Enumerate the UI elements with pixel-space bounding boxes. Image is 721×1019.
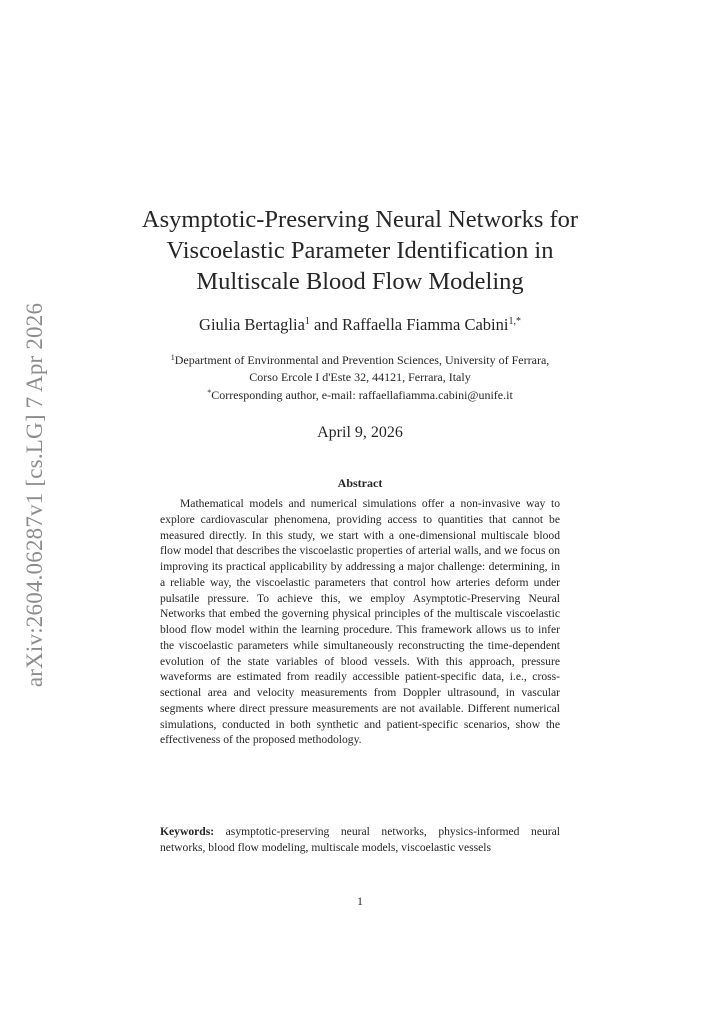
corresponding-author bbox=[100, 385, 620, 404]
affiliation-block bbox=[100, 350, 620, 404]
affiliation-mark: 1 bbox=[304, 316, 310, 327]
paper-date: April 9, 2026 bbox=[317, 424, 403, 441]
keywords bbox=[160, 824, 560, 856]
keywords-text: asymptotic-preserving neural networks, physics-informed neural networks, blood flow modeling, multiscale models, viscoelastic vessels bbox=[160, 825, 560, 854]
abstract-body: Mathematical models and numerical simulations offer a non-invasive way to explore cardiovascular phenomena, providing access to quantities that cannot be measured directly. In this study, we start with a one-dimensional multiscale blood flow model that describes the viscoelastic properties of arterial walls, and we focus on improving its practical applicability by addressing a major challenge: determining, in a reliable way, the viscoelastic parameters that control how arteries deform under pulsatile pressure. To achieve this, we employ Asymptotic-Preserving Neural Networks that embed the governing physical principles of the multiscale viscoelastic blood flow model within the learning procedure. This framework allows us to infer the viscoelastic parameters while simultaneously reconstructing the time-dependent evolution of the state variables of blood vessels. With this approach, pressure waveforms are estimated from readily accessible patient-specific data, i.e., cross-sectional area and velocity measurements from Doppler ultrasound, in vascular segments where direct pressure measurements are not available. Different numerical simulations, conducted in both synthetic and patient-specific scenarios, show the effectiveness of the proposed methodology. bbox=[160, 497, 560, 747]
arxiv-stamp[interactable]: arXiv:2604.06287v1 [cs.LG] 7 Apr 2026 bbox=[22, 302, 47, 688]
page-number: 1 bbox=[357, 894, 363, 908]
paper-title bbox=[100, 204, 620, 297]
affiliation-mark: 1 bbox=[170, 353, 175, 362]
author-name: Raffaella Fiamma Cabini bbox=[341, 315, 509, 334]
title-line-1: Asymptotic-Preserving Neural Networks for bbox=[141, 206, 579, 233]
author-name: Giulia Bertaglia bbox=[199, 315, 305, 334]
affiliation-mark: 1,* bbox=[508, 316, 521, 327]
corresponding-mark: * bbox=[207, 388, 212, 397]
author-list bbox=[100, 315, 620, 335]
affiliation-address: Corso Ercole I d'Este 32, 44121, Ferrara, Italy bbox=[249, 369, 471, 384]
author-connector: and bbox=[309, 315, 342, 334]
affiliation-line bbox=[100, 350, 620, 369]
affiliation-department: Department of Environmental and Prevention Sciences, University of Ferrara, bbox=[174, 353, 550, 367]
title-line-3: Multiscale Blood Flow Modeling bbox=[196, 268, 524, 295]
keywords-label: Keywords: bbox=[160, 825, 215, 838]
title-line-2: Viscoelastic Parameter Identification in bbox=[166, 237, 554, 264]
corresponding-text: Corresponding author, e-mail: raffaellafiamma.cabini@unife.it bbox=[211, 388, 513, 402]
abstract-heading: Abstract bbox=[337, 476, 383, 490]
